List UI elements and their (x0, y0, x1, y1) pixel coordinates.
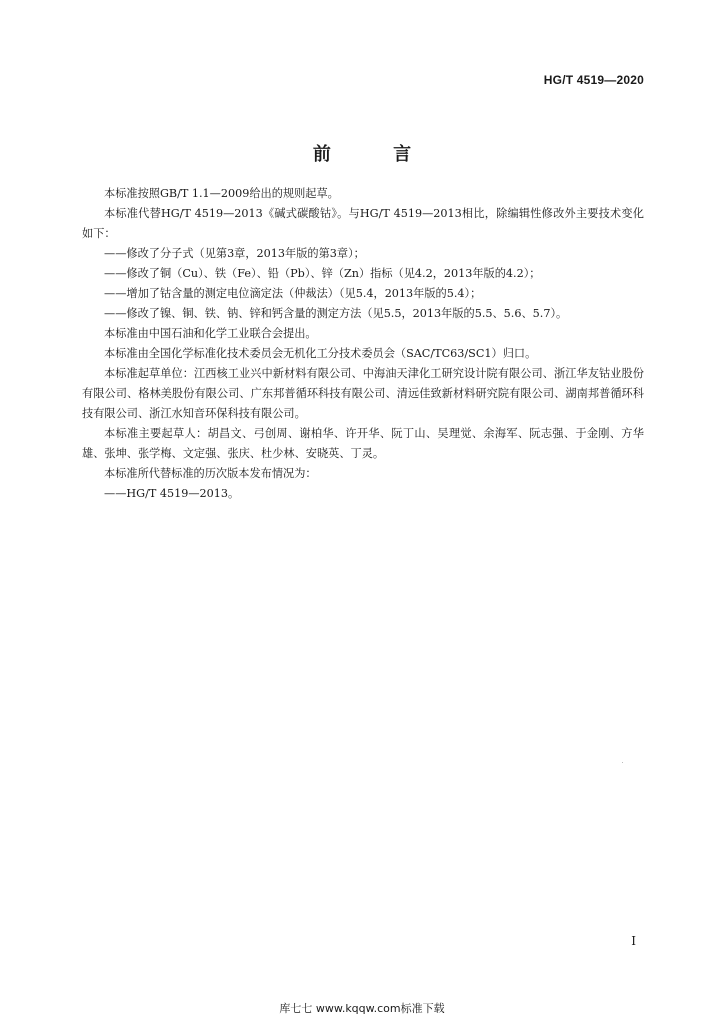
change-item-formula: ——修改了分子式（见第3章，2013年版的第3章）； (104, 247, 365, 260)
change-item-titration: ——增加了钴含量的测定电位滴定法（仲裁法）（见5.4，2013年版的5.4）； (104, 287, 482, 300)
paragraph-drafting-rules: 本标准按照GB/T 1.1—2009给出的规则起草。 (104, 187, 339, 200)
page-number: I (631, 934, 636, 948)
paragraph-under-jurisdiction: 本标准由全国化学标准化技术委员会无机化工分技术委员会（SAC/TC63/SC1）归口。 (104, 347, 537, 360)
paragraph-history-intro: 本标准所代替标准的历次版本发布情况为： (104, 467, 317, 480)
paragraph-replaces: 本标准代替HG/T 4519—2013《碱式碳酸钴》。与HG/T 4519—2013相比，除编辑性修改外主要技术变化如下： (82, 207, 644, 240)
foreword-title: 前 言 (312, 144, 440, 165)
paragraph-drafting-units: 本标准起草单位：江西核工业兴中新材料有限公司、中海油天津化工研究设计院有限公司、浙江华友钴业股份有限公司、格林美股份有限公司、广东邦普循环科技有限公司、清远佳致新材料研究院有限公司、湖南邦普循环科技有限公司、浙江水知音环保科技有限公司。 (82, 367, 644, 420)
download-footer: 库七七 www.kqqw.com标准下载 (279, 1002, 445, 1015)
scan-speck (622, 762, 623, 763)
change-item-indicators: ——修改了铜（Cu）、铁（Fe）、铅（Pb）、锌（Zn）指标（见4.2，2013年版的4.2）； (104, 267, 541, 280)
foreword-body (82, 184, 644, 504)
paragraph-drafters: 本标准主要起草人：胡昌文、弓创周、谢柏华、许开华、阮丁山、吴理觉、余海军、阮志强、于金刚、方华雄、张坤、张学梅、文定强、张庆、杜少林、安晓英、丁灵。 (82, 427, 644, 460)
paragraph-proposed-by: 本标准由中国石油和化学工业联合会提出。 (104, 327, 317, 340)
change-item-methods: ——修改了镍、铜、铁、钠、锌和钙含量的测定方法（见5.5，2013年版的5.5、5.6、5.7）。 (104, 307, 568, 320)
standard-code-header: HG/T 4519—2020 (543, 73, 644, 87)
history-item: ——HG/T 4519—2013。 (104, 487, 240, 500)
